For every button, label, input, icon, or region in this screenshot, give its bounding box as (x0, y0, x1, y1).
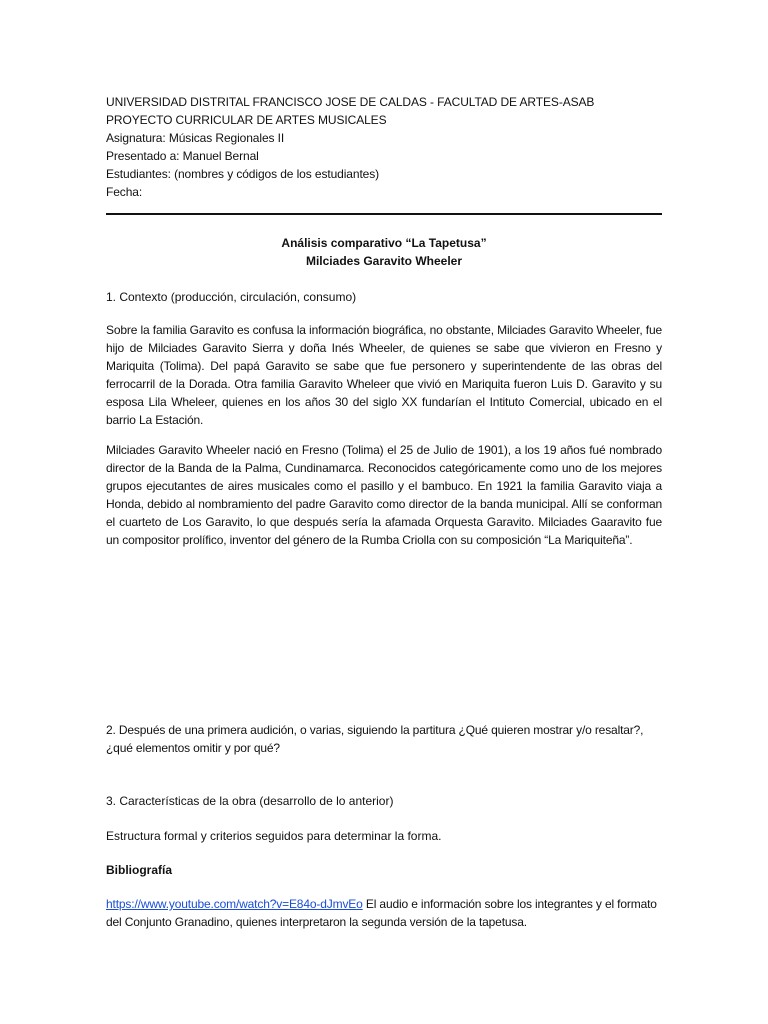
date-line: Fecha: (106, 185, 143, 199)
subject-line: Asignatura: Músicas Regionales II (106, 131, 285, 145)
program-line: PROYECTO CURRICULAR DE ARTES MUSICALES (106, 113, 387, 127)
section-2-question: 2. Después de una primera audición, o varias, siguiendo la partitura ¿Qué quieren mostrar y/o resaltar?, ¿qué elementos omitir y por qué? (106, 723, 644, 755)
section-3-heading: 3. Características de la obra (desarrollo de lo anterior) (106, 794, 394, 808)
bibliography-entry (106, 895, 662, 931)
section-1-heading: 1. Contexto (producción, circulación, consumo) (106, 290, 357, 304)
university-line: UNIVERSIDAD DISTRITAL FRANCISCO JOSE DE CALDAS - FACULTAD DE ARTES-ASAB (106, 95, 595, 109)
bibliography-heading: Bibliografía (106, 863, 173, 877)
students-line: Estudiantes: (nombres y códigos de los estudiantes) (106, 167, 380, 181)
section-3-paragraph: Estructura formal y criterios seguidos para determinar la forma. (106, 829, 442, 843)
document-title (106, 234, 662, 270)
section-1-paragraph-1: Sobre la familia Garavito es confusa la información biográfica, no obstante, Milciades Garavito Wheeler, fue hijo de Milciades Garavito Sierra y doña Inés Wheeler, de quienes se sabe que vivieron en Fresno y Mariquita (Tolima). Del papá Garavito se sabe que fue personero y superintendente de las obras del ferrocarril de la Dorada. Otra familia Garavito Wheleer que vivió en Mariquita fueron Luis D. Garavito y su esposa Lila Wheleer, quienes en los años 30 del siglo XX fundarían el Intituto Comercial, ubicado en el barrio La Estación. (106, 323, 662, 427)
title-main: Análisis comparativo “La Tapetusa” (281, 236, 487, 250)
title-author: Milciades Garavito Wheeler (305, 254, 463, 268)
bibliography-description: El audio e información sobre los integrantes y el formato del Conjunto Granadino, quienes interpretaron la segunda versión de la tapetusa. (106, 897, 657, 929)
document-header (106, 93, 662, 201)
header-divider (106, 213, 662, 215)
section-1-paragraph-2: Milciades Garavito Wheeler nació en Fresno (Tolima) el 25 de Julio de 1901), a los 19 años fué nombrado director de la Banda de la Palma, Cundinamarca. Reconocidos categóricamente como uno de los mejores grupos ejecutantes de aires musicales como el pasillo y el bambuco. En 1921 la familia Garavito viaja a Honda, debido al nombramiento del padre Garavito como director de la banda municipal. Allí se conforman el cuarteto de Los Garavito, lo que después sería la afamada Orquesta Garavito. Milciades Gaaravito fue un compositor prolífico, inventor del género de la Rumba Criolla con su composición “La Mariquiteña”. (106, 443, 662, 547)
presented-to-line: Presentado a: Manuel Bernal (106, 149, 259, 163)
youtube-link[interactable]: https://www.youtube.com/watch?v=E84o-dJmvEo (106, 897, 363, 911)
